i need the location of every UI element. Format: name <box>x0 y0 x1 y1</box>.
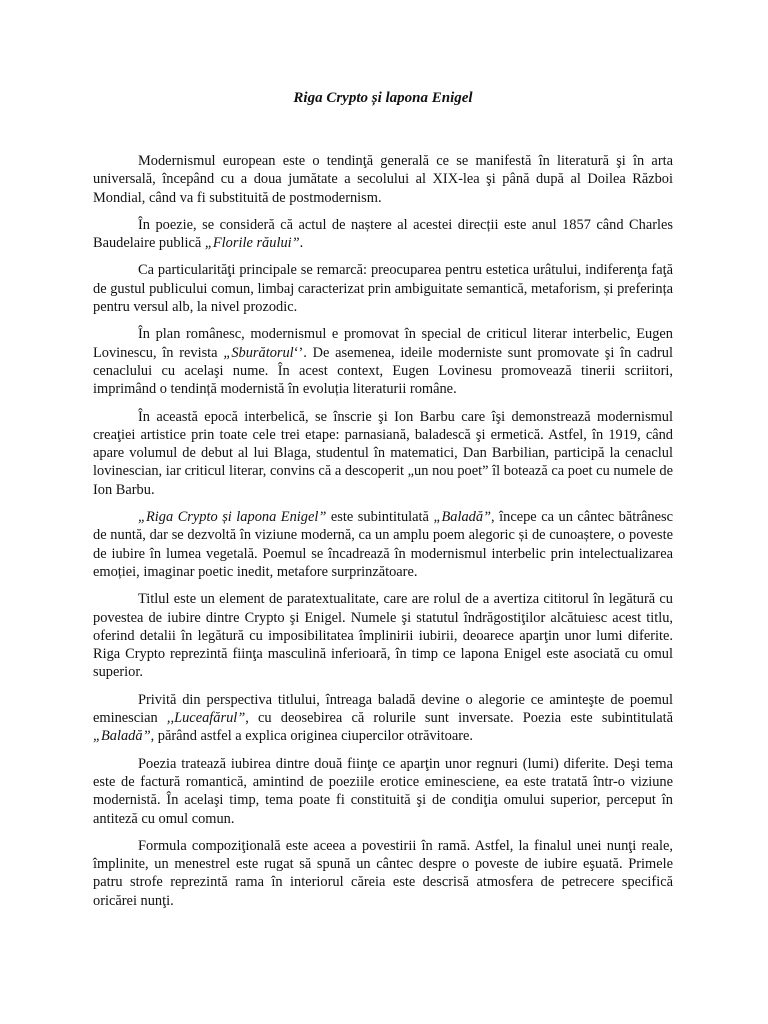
paragraph-text: Ca particularităţi principale se remarcă: preocuparea pentru estetica urâtului, indiferenţa faţă de gustul publicului comun, limbaj caracterizat prin ambiguitate semantică, metaforism, și preferința pentru versul alb, la nivel prozodic. <box>93 262 673 316</box>
document-body <box>93 152 673 910</box>
paragraph <box>93 837 673 910</box>
paragraph-text: În această epocă interbelică, se înscrie şi Ion Barbu care îşi demonstrează modernismul creaţiei artistice prin toate cele trei etape: parnasiană, baladescă şi ermetică. Astfel, în 1919, când apare volumul de debut al lui Blaga, studentul în matematici, Dan Barbilian, participă la cenaclul lovinescian, iar criticul literar, convins că a descoperit „un nou poet” îl botează ca poet cu numele de Ion Barbu. <box>93 408 673 498</box>
paragraph-text: . <box>299 235 304 252</box>
paragraph-text: Privită din perspectiva titlului, întreaga baladă devine o alegorie ce aminteşte de poemul eminescian <box>93 691 673 727</box>
italic-text: „Baladă” <box>93 728 151 745</box>
paragraph-text: Poezia tratează iubirea dintre două fiinţe ce aparţin unor regnuri (lumi) diferite. Deşi tema este de factură romantică, amintind de poeziile erotice eminesciene, ea este tratată într-o viziune modernistă. În acelaşi timp, tema poate fi constituită şi de condiţia omului superior, perceput în antiteză cu omul comun. <box>93 755 673 827</box>
paragraph <box>93 216 673 253</box>
document-page <box>93 88 673 919</box>
paragraph <box>93 152 673 207</box>
paragraph <box>93 508 673 581</box>
paragraph-text: Modernismul european este o tendinţă generală ce se manifestă în literatură şi în arta universală, începând cu a doua jumătate a secolului al XIX-lea şi până după al Doilea Război Mondial, când va fi substituită de postmodernism. <box>93 153 673 206</box>
italic-text: „Florile răului” <box>204 235 300 252</box>
paragraph-text: În poezie, se consideră că actul de naștere al acestei direcții este anul 1857 când Charles Baudelaire publică <box>93 216 673 252</box>
paragraph-text: , părând astfel a explica originea ciupercilor otrăvitoare. <box>150 728 474 745</box>
paragraph-text: În plan românesc, modernismul e promovat în special de criticul literar interbelic, Eugen Lovinescu, în revista <box>93 326 673 361</box>
italic-text: ,,Luceafărul” <box>166 710 246 727</box>
paragraph <box>93 261 673 316</box>
paragraph-text: , începe ca un cântec bătrânesc de nuntă, dar se dezvoltă în viziune modernă, ca un amplu poem alegoric și de cunoaștere, o poveste de iubire în lumea vegetală. Poemul se încadrează în modernismul interbelic prin intelectualizarea emoției, imaginar poetic inedit, metafore surprinzătoare. <box>93 509 674 580</box>
paragraph-text: Formula compoziţională este aceea a povestirii în ramă. Astfel, la finalul unei nunţi reale, împlinite, un menestrel este rugat să spună un cântec despre o poveste de iubire eşuată. Primele patru strofe reprezintă rama în interiorul căreia este descrisă atmosfera de petrecere specifică oricărei nunţi. <box>93 837 673 909</box>
paragraph <box>93 408 673 499</box>
paragraph <box>93 590 673 681</box>
paragraph <box>93 755 673 828</box>
italic-text: „Sburătorul <box>223 344 294 361</box>
paragraph-text: este subintitulată <box>326 509 434 526</box>
paragraph <box>93 325 673 398</box>
paragraph-text: ‘’. De asemenea, ideile moderniste sunt promovate şi în cadrul cenaclului cu acelaşi nume. În acest context, Eugen Lovinesu promovează tinerii scriitori, imprimând o tendință modernistă în evoluția literaturii române. <box>93 344 673 398</box>
paragraph <box>93 691 673 746</box>
italic-text: „Riga Crypto și lapona Enigel” <box>138 509 327 526</box>
paragraph-text: Titlul este un element de paratextualitate, care are rolul de a avertiza cititorul în legătură cu povestea de iubire dintre Crypto şi Enigel. Numele şi statutul îndrăgostiţilor alcătuiesc acest titlu, oferind detalii în legătură cu imposibilitatea împlinirii iubirii, deoarece aparţin unor lumi diferite. Riga Crypto reprezintă fiinţa masculină inferioară, în timp ce lapona Enigel este asociată cu omul superior. <box>93 591 673 681</box>
document-title: Riga Crypto și lapona Enigel <box>293 90 473 106</box>
italic-text: „Baladă” <box>433 509 492 526</box>
paragraph-text: , cu deosebirea că rolurile sunt inversate. Poezia este subintitulată <box>245 710 674 727</box>
